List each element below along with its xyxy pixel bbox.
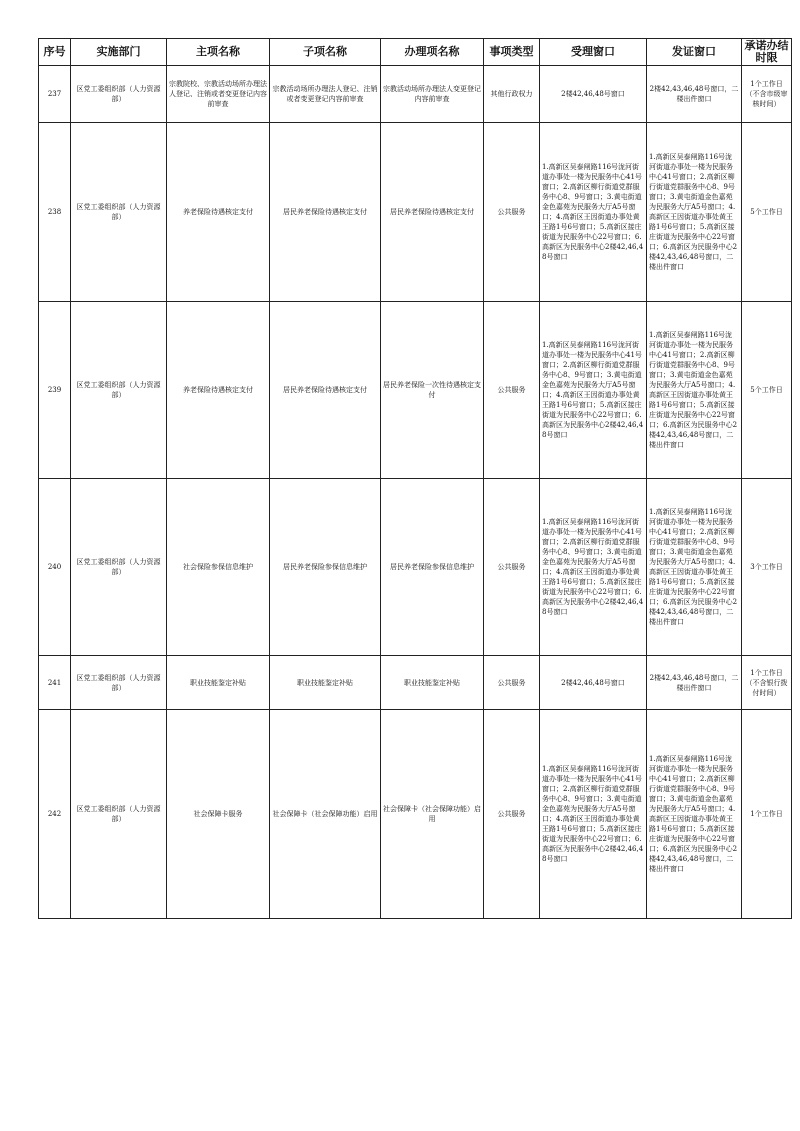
cell-issue-window: 2楼42,43,46,48号窗口，二楼出件窗口	[647, 66, 742, 123]
cell-promise-time: 5个工作日	[742, 302, 792, 479]
cell-seq: 240	[39, 479, 71, 656]
cell-accept-window: 1.高新区吴泰闸路116号泷河街道办事处一楼为民服务中心41号窗口；2.高新区柳行街道党群服务中心8、9号窗口；3.黄屯街道金色嘉苑为民服务大厅A5号窗口；4.高新区王因街道办事处黄王路1号6号窗口；5.高新区接庄街道为民服务中心22号窗口；6.高新区为民服务中心2楼42,46,48号窗口	[540, 302, 647, 479]
header-issue-window: 发证窗口	[647, 39, 742, 66]
cell-dept: 区党工委组织部（人力资源部）	[71, 123, 167, 302]
header-sub-item: 子项名称	[270, 39, 381, 66]
service-items-table	[38, 38, 792, 919]
header-dept: 实施部门	[71, 39, 167, 66]
cell-item-type: 公共服务	[484, 656, 540, 710]
table-row	[39, 479, 792, 656]
cell-sub-item: 居民养老保险待遇核定支付	[270, 123, 381, 302]
cell-issue-window: 2楼42,43,46,48号窗口，二楼出件窗口	[647, 656, 742, 710]
cell-main-item: 社会保险参保信息维护	[167, 479, 270, 656]
cell-handle-item: 宗教活动场所办理法人变更登记内容前审查	[381, 66, 484, 123]
header-handle-item: 办理项名称	[381, 39, 484, 66]
table-row	[39, 710, 792, 919]
cell-dept: 区党工委组织部（人力资源部）	[71, 656, 167, 710]
cell-handle-item: 社会保障卡（社会保障功能）启用	[381, 710, 484, 919]
cell-accept-window: 1.高新区吴泰闸路116号泷河街道办事处一楼为民服务中心41号窗口；2.高新区柳行街道党群服务中心8、9号窗口；3.黄屯街道金色嘉苑为民服务大厅A5号窗口；4.高新区王因街道办事处黄王路1号6号窗口；5.高新区接庄街道为民服务中心22号窗口；6.高新区为民服务中心2楼42,46,48号窗口	[540, 123, 647, 302]
cell-sub-item: 职业技能鉴定补贴	[270, 656, 381, 710]
cell-item-type: 其他行政权力	[484, 66, 540, 123]
cell-main-item: 养老保险待遇核定支付	[167, 302, 270, 479]
table-row	[39, 656, 792, 710]
cell-sub-item: 居民养老保险待遇核定支付	[270, 302, 381, 479]
cell-accept-window: 2楼42,46,48号窗口	[540, 66, 647, 123]
cell-accept-window: 2楼42,46,48号窗口	[540, 656, 647, 710]
cell-item-type: 公共服务	[484, 710, 540, 919]
cell-dept: 区党工委组织部（人力资源部）	[71, 66, 167, 123]
cell-sub-item: 宗教活动场所办理法人登记、注销或者变更登记内容前审查	[270, 66, 381, 123]
cell-handle-item: 居民养老保险参保信息维护	[381, 479, 484, 656]
cell-seq: 237	[39, 66, 71, 123]
header-main-item: 主项名称	[167, 39, 270, 66]
cell-main-item: 职业技能鉴定补贴	[167, 656, 270, 710]
cell-promise-time: 1个工作日	[742, 710, 792, 919]
table-header-row	[39, 39, 792, 66]
cell-handle-item: 居民养老保险一次性待遇核定支付	[381, 302, 484, 479]
cell-accept-window: 1.高新区吴泰闸路116号泷河街道办事处一楼为民服务中心41号窗口；2.高新区柳行街道党群服务中心8、9号窗口；3.黄屯街道金色嘉苑为民服务大厅A5号窗口；4.高新区王因街道办事处黄王路1号6号窗口；5.高新区接庄街道为民服务中心22号窗口；6.高新区为民服务中心2楼42,46,48号窗口	[540, 710, 647, 919]
cell-handle-item: 居民养老保险待遇核定支付	[381, 123, 484, 302]
table-row	[39, 302, 792, 479]
cell-issue-window: 1.高新区吴泰闸路116号泷河街道办事处一楼为民服务中心41号窗口；2.高新区柳行街道党群服务中心8、9号窗口；3.黄屯街道金色嘉苑为民服务大厅A5号窗口；4.高新区王因街道办事处黄王路1号6号窗口；5.高新区接庄街道为民服务中心22号窗口；6.高新区为民服务中心2楼42,43,46,48号窗口，二楼出件窗口	[647, 123, 742, 302]
cell-seq: 242	[39, 710, 71, 919]
cell-item-type: 公共服务	[484, 479, 540, 656]
header-item-type: 事项类型	[484, 39, 540, 66]
cell-dept: 区党工委组织部（人力资源部）	[71, 302, 167, 479]
cell-dept: 区党工委组织部（人力资源部）	[71, 479, 167, 656]
cell-main-item: 社会保障卡服务	[167, 710, 270, 919]
cell-promise-time: 5个工作日	[742, 123, 792, 302]
cell-dept: 区党工委组织部（人力资源部）	[71, 710, 167, 919]
header-accept-window: 受理窗口	[540, 39, 647, 66]
table-row	[39, 66, 792, 123]
cell-handle-item: 职业技能鉴定补贴	[381, 656, 484, 710]
cell-issue-window: 1.高新区吴泰闸路116号泷河街道办事处一楼为民服务中心41号窗口；2.高新区柳行街道党群服务中心8、9号窗口；3.黄屯街道金色嘉苑为民服务大厅A5号窗口；4.高新区王因街道办事处黄王路1号6号窗口；5.高新区接庄街道为民服务中心22号窗口；6.高新区为民服务中心2楼42,43,46,48号窗口，二楼出件窗口	[647, 710, 742, 919]
header-seq: 序号	[39, 39, 71, 66]
cell-promise-time: 1个工作日（不含银行拨付时间）	[742, 656, 792, 710]
cell-promise-time: 3个工作日	[742, 479, 792, 656]
cell-issue-window: 1.高新区吴泰闸路116号泷河街道办事处一楼为民服务中心41号窗口；2.高新区柳行街道党群服务中心8、9号窗口；3.黄屯街道金色嘉苑为民服务大厅A5号窗口；4.高新区王因街道办事处黄王路1号6号窗口；5.高新区接庄街道为民服务中心22号窗口；6.高新区为民服务中心2楼42,43,46,48号窗口，二楼出件窗口	[647, 479, 742, 656]
cell-seq: 239	[39, 302, 71, 479]
cell-seq: 238	[39, 123, 71, 302]
cell-sub-item: 社会保障卡（社会保障功能）启用	[270, 710, 381, 919]
cell-sub-item: 居民养老保险参保信息维护	[270, 479, 381, 656]
cell-promise-time: 1个工作日（不含市级审核时间）	[742, 66, 792, 123]
cell-main-item: 养老保险待遇核定支付	[167, 123, 270, 302]
cell-main-item: 宗教院校、宗教活动场所办理法人登记、注销或者变更登记内容前审查	[167, 66, 270, 123]
table-row	[39, 123, 792, 302]
cell-item-type: 公共服务	[484, 302, 540, 479]
cell-item-type: 公共服务	[484, 123, 540, 302]
header-promise-time: 承诺办结时限	[742, 39, 792, 66]
cell-seq: 241	[39, 656, 71, 710]
cell-issue-window: 1.高新区吴泰闸路116号泷河街道办事处一楼为民服务中心41号窗口；2.高新区柳行街道党群服务中心8、9号窗口；3.黄屯街道金色嘉苑为民服务大厅A5号窗口；4.高新区王因街道办事处黄王路1号6号窗口；5.高新区接庄街道为民服务中心22号窗口；6.高新区为民服务中心2楼42,43,46,48号窗口，二楼出件窗口	[647, 302, 742, 479]
cell-accept-window: 1.高新区吴泰闸路116号泷河街道办事处一楼为民服务中心41号窗口；2.高新区柳行街道党群服务中心8、9号窗口；3.黄屯街道金色嘉苑为民服务大厅A5号窗口；4.高新区王因街道办事处黄王路1号6号窗口；5.高新区接庄街道为民服务中心22号窗口；6.高新区为民服务中心2楼42,46,48号窗口	[540, 479, 647, 656]
